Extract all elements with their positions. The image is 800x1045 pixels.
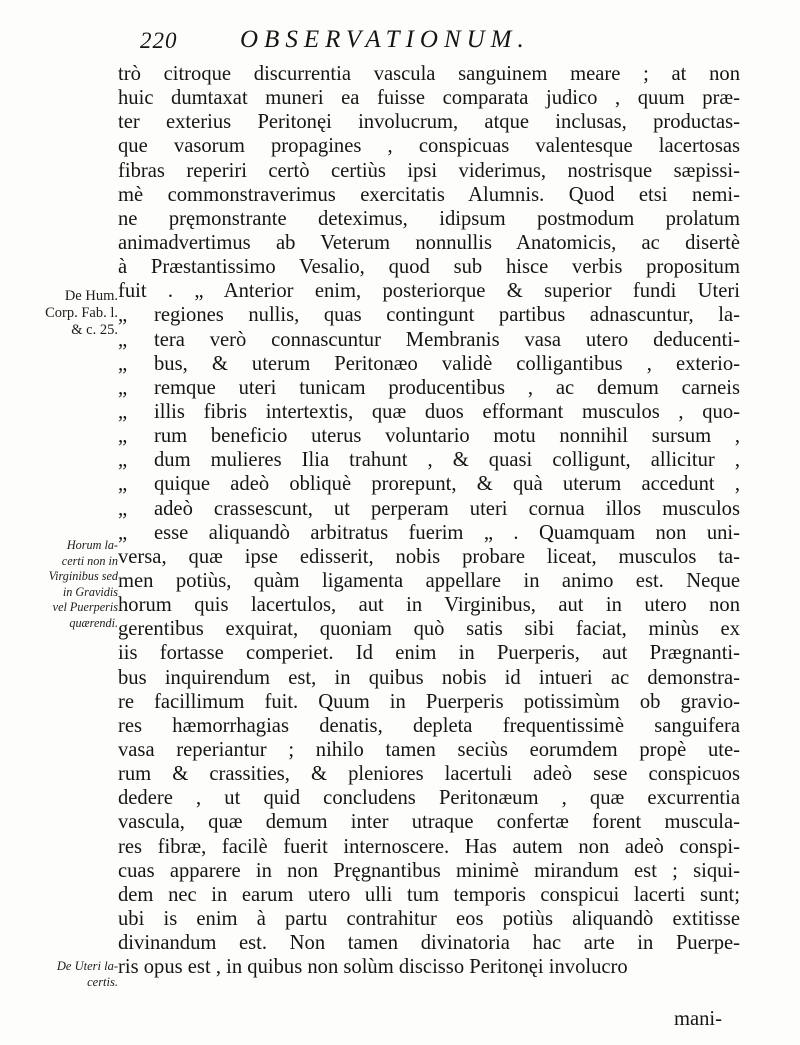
- text-line: [118, 907, 740, 931]
- line-text: versa, quæ ipse edisserit, nobis probare liceat, musculos ta-: [118, 545, 740, 568]
- quote-mark: „: [118, 449, 128, 472]
- text-line: [118, 762, 740, 786]
- line-text: res hæmorrhagias denatis, depleta frequentissimè sanguifera: [118, 714, 740, 737]
- text-line: [118, 303, 740, 327]
- margin-note-line: certi non in: [61, 553, 118, 568]
- quote-mark: „: [118, 521, 128, 544]
- line-text: men potiùs, quàm ligamenta appellare in animo est. Neque: [118, 569, 740, 592]
- margin-note-line: certis.: [87, 975, 118, 989]
- running-head: OBSERVATIONUM.: [240, 26, 530, 53]
- catchword: mani-: [673, 1008, 722, 1030]
- text-line: [118, 328, 740, 352]
- text-line: [118, 835, 740, 859]
- line-text: vascula, quæ demum inter utraque confertæ forent muscula-: [118, 811, 740, 834]
- line-text: res fibræ, facilè fuerit internoscere. Has autem non adeò conspi-: [118, 835, 740, 858]
- text-line: [118, 86, 740, 110]
- line-text: re facillimum fuit. Quum in Puerperis potissimùm ob gravio-: [118, 690, 740, 713]
- margin-note-line: Corp. Fab. l.: [45, 305, 118, 321]
- text-line: [118, 134, 740, 158]
- text-line: [118, 931, 740, 955]
- text-line: [118, 207, 740, 231]
- text-line: [118, 883, 740, 907]
- line-text: iis fortasse comperiet. Id enim in Puerperis, aut Prægnanti-: [118, 642, 740, 665]
- line-text: dem nec in earum utero ulli tum temporis conspicui lacerti sunt;: [118, 883, 740, 906]
- line-text: illis fibris intertextis, quæ duos efformant musculos , quo-: [154, 400, 740, 423]
- quote-mark: „: [118, 304, 128, 327]
- text-line: [118, 255, 740, 279]
- text-line: [118, 545, 740, 569]
- margin-note: [28, 538, 118, 632]
- line-text: dedere , ut quid concludens Peritonæum , quæ excurrentia: [118, 787, 740, 810]
- quote-mark: „: [118, 425, 128, 448]
- line-text: ris opus est , in quibus non solùm discisso Peritonęi involucro: [118, 956, 628, 979]
- line-text: quique adeò obliquè prorepunt, & quà uterum accedunt ,: [154, 473, 740, 496]
- text-line: [118, 690, 740, 714]
- text-line: [118, 279, 740, 303]
- text-line: [118, 159, 740, 183]
- line-text: esse aliquandò arbitratus fuerim „ . Quamquam non uni-: [154, 521, 740, 544]
- text-line: [118, 641, 740, 665]
- quote-mark: „: [118, 328, 128, 351]
- text-line: [118, 110, 740, 134]
- text-line: [118, 666, 740, 690]
- line-text: bus inquirendum est, in quibus nobis id intueri ac demonstra-: [118, 666, 740, 689]
- text-line: [118, 448, 740, 472]
- line-text: trò citroque discurrentia vascula sanguinem meare ; at non: [118, 63, 740, 85]
- line-text: huic dumtaxat muneri ea fuisse comparata judico , quum præ-: [118, 87, 740, 110]
- page-number: 220: [140, 28, 178, 53]
- line-text: divinandum est. Non tamen divinatoria hac arte in Puerpe-: [118, 932, 740, 955]
- margin-note-line: De Uteri la-: [56, 959, 118, 973]
- text-line: [118, 472, 740, 496]
- margin-note-line: in Gravidis: [62, 584, 118, 599]
- line-text: ubi is enim à partu contrahitur eos potiùs aliquandò extitisse: [118, 907, 740, 930]
- margin-note: [28, 958, 118, 990]
- margin-note-line: quærendi.: [69, 615, 118, 630]
- body-text: [118, 62, 740, 979]
- text-line: [118, 738, 740, 762]
- margin-note-line: De Hum.: [64, 288, 118, 304]
- text-line: [118, 352, 740, 376]
- line-text: fuit . „ Anterior enim, posteriorque & superior fundi Uteri: [118, 280, 740, 303]
- line-text: que vasorum propagines , conspicuas valentesque lacertosas: [118, 135, 740, 158]
- text-line: [118, 400, 740, 424]
- text-line: [118, 786, 740, 810]
- text-line: [118, 955, 740, 979]
- margin-note-line: vel Puerperis: [52, 600, 118, 615]
- text-line: [118, 593, 740, 617]
- quote-mark: „: [118, 352, 128, 375]
- text-line: [118, 231, 740, 255]
- margin-note-line: Horum la-: [66, 538, 118, 552]
- quote-mark: „: [118, 473, 128, 496]
- text-line: [118, 497, 740, 521]
- text-line: [118, 569, 740, 593]
- text-line: [118, 859, 740, 883]
- quote-mark: „: [118, 400, 128, 423]
- line-text: à Præstantissimo Vesalio, quod sub hisce verbis propositum: [118, 256, 740, 279]
- margin-note: [28, 288, 118, 339]
- line-text: fibras reperiri certò certiùs ipsi viderimus, nostrisque sæpissi-: [118, 159, 740, 182]
- line-text: bus, & uterum Peritonæo validè colligantibus , exterio-: [154, 352, 740, 375]
- text-line: [118, 521, 740, 545]
- margin-note-line: & c. 25.: [71, 322, 118, 338]
- line-text: cuas apparere in non Pręgnantibus minimè mirandum est ; siqui-: [118, 859, 740, 882]
- line-text: ne pręmonstrante deteximus, idipsum postmodum prolatum: [118, 207, 740, 230]
- line-text: ter exterius Peritonęi involucrum, atque inclusas, productas-: [118, 111, 740, 134]
- line-text: rum & crassities, & pleniores lacertuli adeò sese conspicuos: [118, 763, 740, 786]
- text-line: [118, 62, 740, 86]
- text-line: [118, 183, 740, 207]
- line-text: horum quis lacertulos, aut in Virginibus, aut in utero non: [118, 594, 740, 617]
- line-text: mè commonstraverimus exercitatis Alumnis. Quod etsi nemi-: [118, 183, 740, 206]
- line-text: dum mulieres Ilia trahunt , & quasi colligunt, allicitur ,: [154, 449, 740, 472]
- text-line: [118, 617, 740, 641]
- margin-note-line: Virginibus sed: [48, 569, 118, 584]
- text-line: [118, 376, 740, 400]
- line-text: vasa reperiantur ; nihilo tamen seciùs eorumdem propè ute-: [118, 738, 740, 761]
- line-text: gerentibus exquirat, quoniam quò satis sibi faciat, minùs ex: [118, 618, 740, 641]
- quote-mark: „: [118, 497, 128, 520]
- line-text: tera verò connascuntur Membranis vasa utero deducenti-: [154, 328, 740, 351]
- line-text: rum beneficio uterus voluntario motu nonnihil sursum ,: [154, 425, 740, 448]
- text-line: [118, 424, 740, 448]
- quote-mark: „: [118, 376, 128, 399]
- text-line: [118, 810, 740, 834]
- line-text: remque uteri tunicam producentibus , ac demum carneis: [154, 376, 740, 399]
- line-text: regiones nullis, quas contingunt partibus adnascuntur, la-: [154, 304, 740, 327]
- text-line: [118, 714, 740, 738]
- line-text: adeò crassescunt, ut perperam uteri cornua illos musculos: [154, 497, 740, 520]
- line-text: animadvertimus ab Veterum nonnullis Anatomicis, ac disertè: [118, 231, 740, 254]
